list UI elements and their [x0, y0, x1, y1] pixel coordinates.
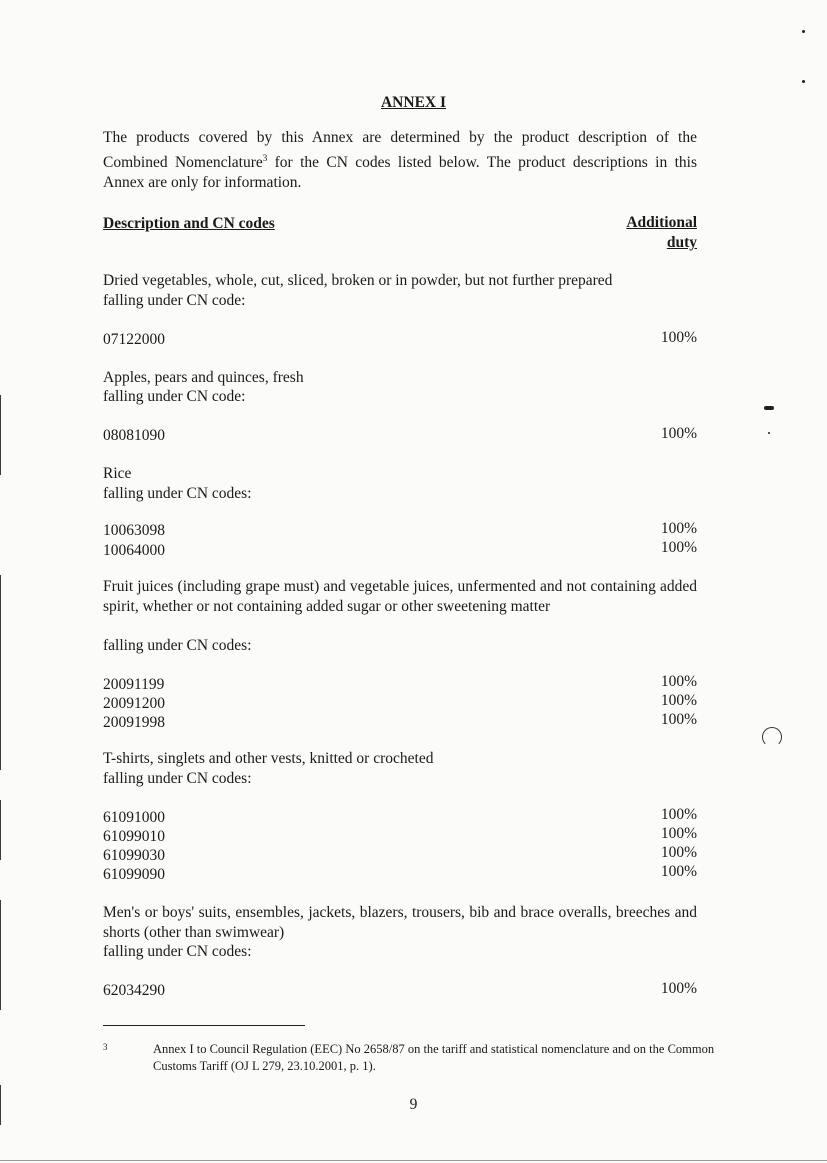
scan-ring-mark [762, 727, 782, 747]
cn-code: 61099030 [103, 847, 165, 864]
product-description: Rice [103, 465, 132, 482]
scan-edge-left-2 [0, 575, 1, 770]
footnote-separator [103, 1025, 305, 1026]
intro-text-rest: for the CN codes listed below. The product descriptions in this Annex are only for information. [103, 154, 697, 192]
column-header-duty-line1: Additional [626, 214, 697, 231]
cn-code-label: falling under CN codes: [103, 770, 252, 787]
column-header-duty [626, 213, 697, 253]
scan-edge-left-3 [0, 800, 1, 860]
duty-value: 100% [660, 692, 697, 709]
cn-code: 10064000 [103, 542, 165, 559]
cn-code: 62034290 [103, 982, 165, 999]
page-number: 9 [409, 1096, 418, 1113]
scan-speck-2 [802, 80, 805, 83]
duty-value: 100% [660, 539, 697, 556]
duty-value: 100% [660, 863, 697, 880]
annex-title: ANNEX I [380, 94, 447, 111]
scan-speck-1 [802, 30, 805, 33]
footnote-number: 3 [103, 1042, 108, 1052]
duty-value: 100% [660, 825, 697, 842]
duty-value: 100% [660, 806, 697, 823]
duty-value: 100% [660, 711, 697, 728]
cn-code: 20091200 [103, 695, 165, 712]
cn-code-label: falling under CN codes: [103, 485, 252, 502]
product-description: Apples, pears and quinces, fresh [103, 369, 304, 386]
cn-code-label: falling under CN code: [103, 388, 246, 405]
duty-value: 100% [660, 673, 697, 690]
scan-edge-bottom [0, 1160, 827, 1161]
cn-code-label: falling under CN code: [103, 292, 246, 309]
product-description: Men's or boys' suits, ensembles, jackets, blazers, trousers, bib and brace overalls, breeches and shorts (other than swimwear) [103, 904, 697, 941]
cn-code-label: falling under CN codes: [103, 943, 252, 960]
scan-edge-left-4 [0, 900, 1, 1010]
cn-code: 07122000 [103, 331, 165, 348]
cn-code: 10063098 [103, 522, 165, 539]
product-description: Fruit juices (including grape must) and vegetable juices, unfermented and not containing added spirit, whether or not containing added sugar or other sweetening matter [103, 578, 697, 615]
duty-value: 100% [660, 425, 697, 442]
intro-paragraph [103, 128, 697, 193]
scan-edge-left-1 [0, 395, 1, 475]
footnote-text: Annex I to Council Regulation (EEC) No 2658/87 on the tariff and statistical nomenclature and on the Common Customs Tariff (OJ L 279, 23.10.2001, p. 1). [153, 1042, 715, 1073]
duty-value: 100% [660, 329, 697, 346]
duty-value: 100% [660, 980, 697, 997]
product-description: T-shirts, singlets and other vests, knitted or crocheted [103, 750, 434, 767]
cn-code: 61091000 [103, 809, 165, 826]
cn-code: 20091199 [103, 676, 165, 693]
cn-code: 08081090 [103, 427, 165, 444]
column-header-description: Description and CN codes [103, 215, 275, 232]
cn-code: 61099010 [103, 828, 165, 845]
duty-value: 100% [660, 520, 697, 537]
cn-code-label: falling under CN codes: [103, 637, 252, 654]
product-description: Dried vegetables, whole, cut, sliced, broken or in powder, but not further prepared [103, 272, 613, 289]
scan-speck-3 [764, 406, 774, 410]
scan-speck-4 [768, 432, 770, 434]
column-header-duty-line2: duty [666, 234, 697, 251]
cn-code: 61099090 [103, 866, 165, 883]
footnote-reference: 3 [262, 153, 268, 163]
duty-value: 100% [660, 844, 697, 861]
cn-code: 20091998 [103, 714, 165, 731]
intro-text: The products covered by this Annex are determined by the product description of the Combined Nomenclature [103, 129, 697, 172]
